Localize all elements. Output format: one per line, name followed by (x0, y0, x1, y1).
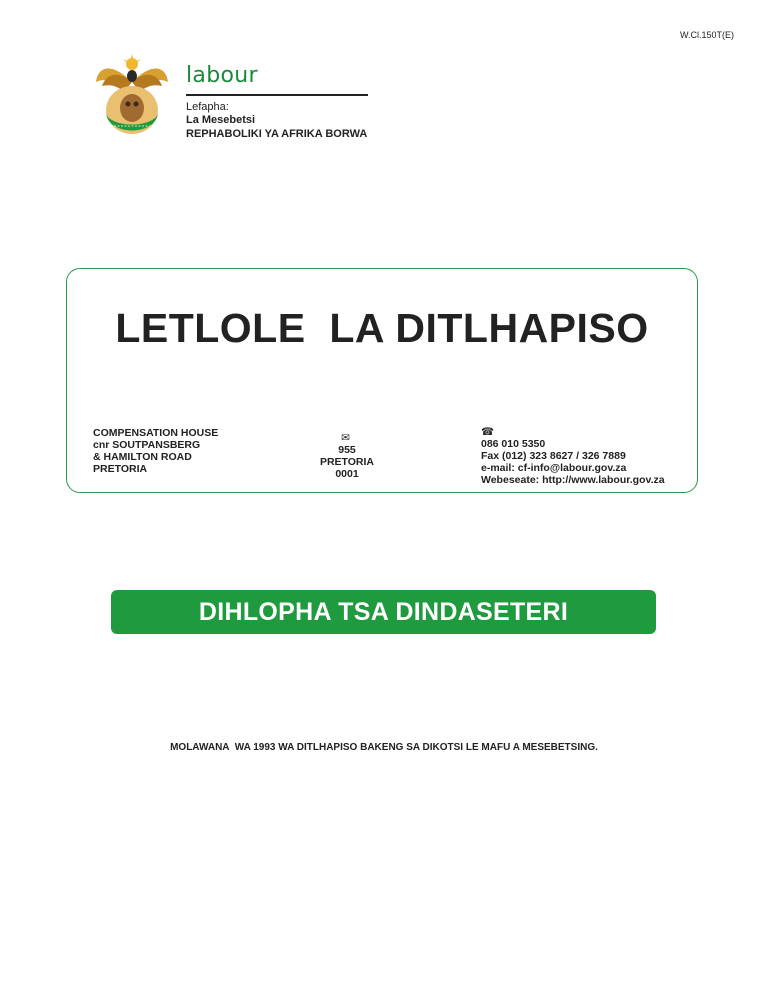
department-label: Lefapha: (186, 100, 229, 113)
act-reference: MOLAWANA WA 1993 WA DITLHAPISO BAKENG SA DIKOTSI LE MAFU A MESEBETSING. (170, 742, 598, 753)
fax-number: Fax (012) 323 8627 / 326 7889 (481, 450, 626, 462)
postal-address (317, 432, 377, 480)
postal-code: 0001 (335, 468, 359, 480)
postal-city: PRETORIA (319, 456, 375, 468)
telephone-icon: ☎ (481, 426, 495, 438)
phone-number: 086 010 5350 (481, 438, 546, 450)
address-line: PRETORIA (93, 463, 148, 475)
fund-title: LETLOLE LA DITLHAPISO (115, 305, 649, 351)
department-sesotho-name: La Mesebetsi (186, 113, 256, 126)
postal-box: 955 (338, 444, 356, 456)
header-divider (186, 94, 368, 96)
address-line: & HAMILTON ROAD (93, 451, 192, 463)
address-line: cnr SOUTPANSBERG (93, 439, 201, 451)
form-code: W.Cl.150T(E) (679, 30, 734, 40)
department-header (186, 64, 368, 140)
industry-groups-banner: DIHLOPHA TSA DINDASETERI (111, 590, 656, 634)
website-address: Webeseate: http://www.labour.gov.za (481, 474, 665, 486)
fund-info-box (66, 268, 698, 493)
envelope-icon: ✉ (341, 432, 350, 444)
postal-box-line (317, 432, 377, 456)
phone-line (481, 426, 665, 450)
department-name: labour (186, 63, 258, 88)
email-address: e-mail: cf-info@labour.gov.za (481, 462, 627, 474)
address-line: COMPENSATION HOUSE (93, 427, 219, 439)
street-address (93, 427, 218, 475)
contact-details (481, 426, 665, 486)
republic-name: REPHABOLIKI YA AFRIKA BORWA (186, 127, 368, 140)
coat-of-arms-logo (92, 52, 172, 142)
